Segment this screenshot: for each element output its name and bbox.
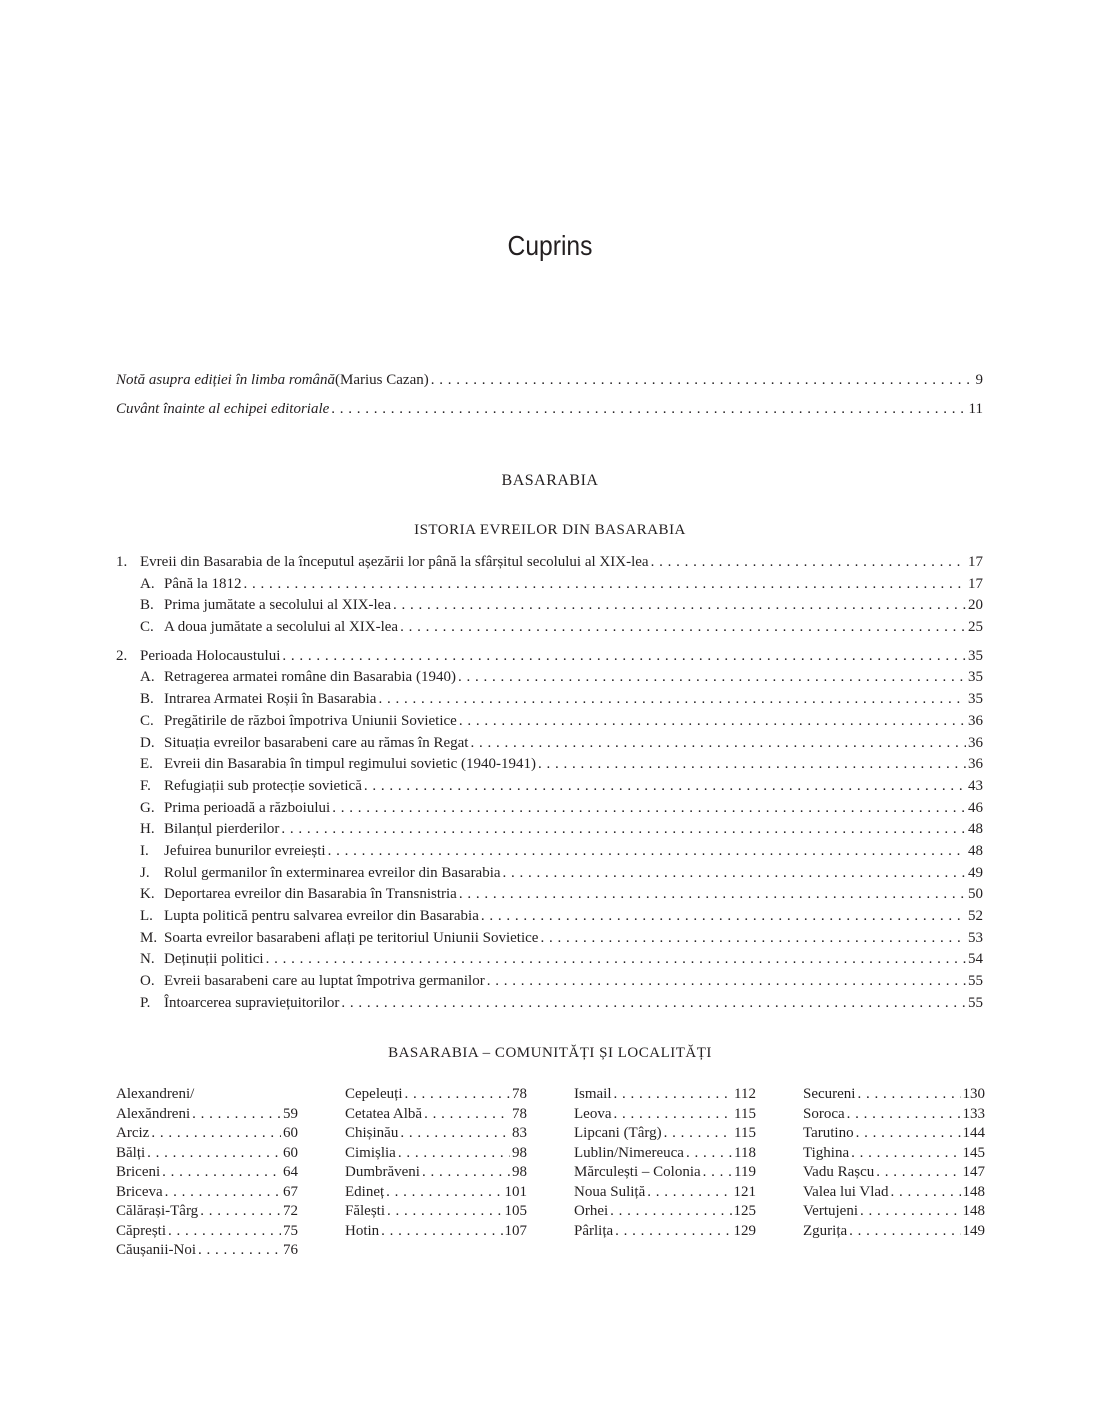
dot-leader xyxy=(610,1203,731,1220)
locality-entry[interactable] xyxy=(116,1125,298,1145)
dot-leader xyxy=(282,648,966,665)
page-title: Cuprins xyxy=(507,230,593,261)
dot-leader xyxy=(664,1125,732,1142)
page-number: 130 xyxy=(962,1086,985,1102)
locality-name: Alexandreni/ xyxy=(116,1086,195,1102)
subchapter-letter: F. xyxy=(140,777,151,794)
dot-leader xyxy=(431,372,974,389)
subchapter-entry[interactable] xyxy=(116,756,983,778)
page-number: 36 xyxy=(968,756,983,773)
page-number: 98 xyxy=(512,1164,527,1180)
locality-entry[interactable] xyxy=(574,1086,756,1106)
locality-name: Căprești xyxy=(116,1222,166,1239)
subchapter-entry[interactable] xyxy=(116,800,983,822)
page-number: 35 xyxy=(968,669,983,686)
page-number: 101 xyxy=(504,1183,527,1200)
chapter-entry[interactable] xyxy=(116,648,983,670)
locality-name: Dumbrăveni xyxy=(345,1164,420,1180)
subchapter-letter: K. xyxy=(140,886,155,903)
locality-name: Călărași-Târg xyxy=(116,1203,199,1219)
page-number: 145 xyxy=(962,1144,985,1161)
page-number: 78 xyxy=(512,1086,527,1102)
page-number: 148 xyxy=(962,1183,985,1200)
subchapter-entry[interactable] xyxy=(116,865,983,887)
dot-leader xyxy=(538,756,966,773)
page-number: 11 xyxy=(968,401,983,417)
subchapter-entry[interactable] xyxy=(116,713,983,735)
subchapter-letter: A. xyxy=(140,669,155,686)
dot-leader xyxy=(647,1184,731,1201)
locality-entry[interactable] xyxy=(803,1203,985,1223)
subchapter-letter: H. xyxy=(140,821,155,838)
page-number: 112 xyxy=(734,1086,756,1102)
subchapter-letter: P. xyxy=(140,994,151,1011)
subchapter-letter: C. xyxy=(140,619,154,636)
locality-name: Tighina xyxy=(803,1144,850,1161)
page-number: 149 xyxy=(962,1222,985,1239)
dot-leader xyxy=(200,1203,281,1220)
spacer xyxy=(116,641,983,648)
subchapter-title: Pregătirile de război împotriva Uniunii Sovietice xyxy=(164,712,457,729)
dot-leader xyxy=(686,1145,732,1162)
locality-name: Lipcani (Târg) xyxy=(574,1125,662,1141)
locality-entry[interactable] xyxy=(345,1223,527,1243)
dot-leader xyxy=(162,1164,281,1181)
subchapter-letter: D. xyxy=(140,734,155,751)
page-number: 48 xyxy=(968,821,983,838)
page-number: 55 xyxy=(968,973,983,990)
dot-leader xyxy=(851,1145,960,1162)
subchapter-title: Deținuții politici xyxy=(164,951,264,968)
subchapter-entry[interactable] xyxy=(116,597,983,619)
localities-index xyxy=(116,1086,985,1262)
locality-entry[interactable] xyxy=(574,1184,756,1204)
locality-entry[interactable] xyxy=(345,1164,527,1184)
subchapter-entry[interactable] xyxy=(116,843,983,865)
locality-entry[interactable] xyxy=(116,1086,298,1106)
page-number: 121 xyxy=(733,1183,756,1200)
page-number: 52 xyxy=(968,908,983,924)
subchapter-letter: A. xyxy=(140,575,155,592)
subchapter-letter: J. xyxy=(140,864,150,881)
subchapter-entry[interactable] xyxy=(116,691,983,713)
locality-entry[interactable] xyxy=(345,1203,527,1223)
page-number: 98 xyxy=(512,1144,527,1161)
locality-entry[interactable] xyxy=(345,1106,527,1126)
locality-entry[interactable] xyxy=(803,1086,985,1106)
locality-column xyxy=(803,1086,985,1262)
page-number: 55 xyxy=(968,994,983,1011)
subchapter-entry[interactable] xyxy=(116,778,983,800)
locality-name: Briceva xyxy=(116,1183,163,1200)
chapter-title: Perioada Holocaustului xyxy=(140,647,281,664)
dot-leader xyxy=(243,576,966,593)
locality-name: Noua Suliță xyxy=(574,1183,646,1200)
locality-name: Briceni xyxy=(116,1164,161,1180)
subchapter-title: Jefuirea bunurilor evreiești xyxy=(164,842,326,859)
page-number: 17 xyxy=(968,554,983,570)
subchapter-title: Întoarcerea supraviețuitorilor xyxy=(164,994,340,1011)
subchapter-title: Până la 1812 xyxy=(164,575,242,592)
subchapter-title: Evreii din Basarabia în timpul regimului sovietic (1940-1941) xyxy=(164,756,537,773)
subchapter-title: Bilanțul pierderilor xyxy=(164,821,280,838)
page-number: 20 xyxy=(968,597,983,614)
locality-entry[interactable] xyxy=(803,1164,985,1184)
locality-name: Cetatea Albă xyxy=(345,1105,423,1122)
subchapter-letter: O. xyxy=(140,973,155,990)
dot-leader xyxy=(198,1242,281,1259)
page-number: 36 xyxy=(968,734,983,751)
dot-leader xyxy=(703,1164,732,1181)
dot-leader xyxy=(386,1184,502,1201)
subchapter-letter: N. xyxy=(140,951,155,968)
dot-leader xyxy=(424,1106,510,1123)
page-number: 59 xyxy=(283,1105,298,1122)
page-number: 129 xyxy=(733,1222,756,1239)
dot-leader xyxy=(398,1145,510,1162)
chapter-title: Evreii din Basarabia de la începutul așezării lor până la sfârșitul secolului al XIX-lea xyxy=(140,554,649,570)
dot-leader xyxy=(857,1086,960,1103)
subchapter-title: Refugiații sub protecție sovietică xyxy=(164,777,362,794)
locality-entry[interactable] xyxy=(574,1106,756,1126)
dot-leader xyxy=(470,735,966,752)
locality-entry[interactable] xyxy=(116,1203,298,1223)
page-number: 60 xyxy=(283,1125,298,1141)
dot-leader xyxy=(856,1125,961,1142)
locality-entry[interactable] xyxy=(345,1086,527,1106)
locality-entry[interactable] xyxy=(574,1164,756,1184)
locality-name: Pârlița xyxy=(574,1222,614,1239)
dot-leader xyxy=(328,843,966,860)
localities-title: BASARABIA – COMUNITĂȚI ȘI LOCALITĂȚI xyxy=(388,1045,712,1061)
page-number: 119 xyxy=(734,1164,756,1180)
page-number: 48 xyxy=(968,842,983,859)
locality-name: Vadu Rașcu xyxy=(803,1164,875,1180)
locality-entry[interactable] xyxy=(803,1106,985,1126)
subchapter-title: Retragerea armatei române din Basarabia (1940) xyxy=(164,669,456,686)
dot-leader xyxy=(481,908,966,925)
subchapter-title: Rolul germanilor în exterminarea evreilor din Basarabia xyxy=(164,864,501,881)
locality-name: Căușanii-Noi xyxy=(116,1242,196,1258)
page-number: 148 xyxy=(962,1203,985,1219)
locality-entry[interactable] xyxy=(803,1223,985,1243)
locality-name: Valea lui Vlad xyxy=(803,1183,889,1200)
subchapter-title: Lupta politică pentru salvarea evreilor din Basarabia xyxy=(164,908,479,924)
dot-leader xyxy=(387,1203,503,1220)
subchapter-title: Soarta evreilor basarabeni aflați pe teritoriul Uniunii Sovietice xyxy=(164,929,539,946)
dot-leader xyxy=(147,1145,281,1162)
subchapter-letter: B. xyxy=(140,691,154,708)
section-title: ISTORIA EVREILOR DIN BASARABIA xyxy=(414,522,686,538)
dot-leader xyxy=(422,1164,510,1181)
page-number: 75 xyxy=(283,1222,298,1239)
locality-name: Leova xyxy=(574,1105,612,1122)
dot-leader xyxy=(891,1184,961,1201)
locality-name: Orhei xyxy=(574,1203,609,1219)
page-number: 83 xyxy=(512,1125,527,1141)
locality-name: Arciz xyxy=(116,1125,150,1141)
subchapter-entry[interactable] xyxy=(116,886,983,908)
subchapter-entry[interactable] xyxy=(116,619,983,641)
page-number: 78 xyxy=(512,1105,527,1122)
subchapter-entry[interactable] xyxy=(116,930,983,952)
dot-leader xyxy=(332,800,966,817)
page-number: 36 xyxy=(968,712,983,729)
dot-leader xyxy=(651,554,966,571)
page-number: 49 xyxy=(968,864,983,881)
subchapter-entry[interactable] xyxy=(116,973,983,995)
locality-entry[interactable] xyxy=(345,1184,527,1204)
locality-name: Fălești xyxy=(345,1203,385,1219)
locality-name: Zgurița xyxy=(803,1222,848,1239)
subchapter-letter: G. xyxy=(140,799,155,816)
dot-leader xyxy=(364,778,966,795)
subchapter-title: Deportarea evreilor din Basarabia în Transnistria xyxy=(164,886,457,903)
locality-name: Ismail xyxy=(574,1086,612,1102)
page-number: 17 xyxy=(968,575,983,592)
page-number: 107 xyxy=(504,1222,527,1239)
dot-leader xyxy=(613,1106,732,1123)
locality-name: Cimișlia xyxy=(345,1144,396,1161)
locality-entry[interactable] xyxy=(803,1125,985,1145)
subchapter-title: A doua jumătate a secolului al XIX-lea xyxy=(164,619,399,636)
dot-leader xyxy=(151,1125,281,1142)
dot-leader xyxy=(381,1223,502,1240)
dot-leader xyxy=(192,1106,281,1123)
locality-entry[interactable] xyxy=(345,1145,527,1165)
dot-leader xyxy=(331,401,966,418)
locality-entry[interactable] xyxy=(574,1125,756,1145)
subchapter-title: Intrarea Armatei Roșii în Basarabia xyxy=(164,691,377,708)
dot-leader xyxy=(487,973,966,990)
dot-leader xyxy=(341,995,966,1012)
toc-entry[interactable] xyxy=(116,401,983,423)
dot-leader xyxy=(404,1086,510,1103)
page-number: 9 xyxy=(975,372,983,388)
subchapter-letter: E. xyxy=(140,756,153,773)
dot-leader xyxy=(165,1184,281,1201)
locality-entry[interactable] xyxy=(803,1184,985,1204)
subchapter-title: Prima jumătate a secolului al XIX-lea xyxy=(164,597,391,614)
locality-column xyxy=(116,1086,298,1262)
chapter-entry[interactable] xyxy=(116,554,983,576)
dot-leader xyxy=(540,930,966,947)
locality-column xyxy=(345,1086,527,1262)
locality-name: Chișinău xyxy=(345,1125,399,1141)
page-number: 144 xyxy=(962,1125,985,1141)
locality-entry[interactable] xyxy=(116,1164,298,1184)
subchapter-letter: L. xyxy=(140,908,153,924)
dot-leader xyxy=(266,951,966,968)
locality-name: Lublin/Nimereuca xyxy=(574,1144,684,1161)
dot-leader xyxy=(400,619,966,636)
locality-name: Hotin xyxy=(345,1222,380,1239)
front-matter xyxy=(116,372,983,423)
subchapter-title: Prima perioadă a războiului xyxy=(164,799,331,816)
locality-column xyxy=(574,1086,756,1262)
page-number: 35 xyxy=(968,647,983,664)
locality-entry[interactable] xyxy=(116,1145,298,1165)
dot-leader xyxy=(459,713,966,730)
locality-entry[interactable] xyxy=(574,1145,756,1165)
page-number: 60 xyxy=(283,1144,298,1161)
page-number: 64 xyxy=(283,1164,298,1180)
chapter-number: 2. xyxy=(116,647,128,664)
locality-name: Mărculești – Colonia xyxy=(574,1164,701,1180)
subchapter-entry[interactable] xyxy=(116,951,983,973)
subchapter-letter: I. xyxy=(140,842,149,859)
page-number: 46 xyxy=(968,799,983,816)
page-number: 105 xyxy=(504,1203,527,1219)
chapter-list xyxy=(116,554,983,1016)
dot-leader xyxy=(876,1164,960,1181)
dot-leader xyxy=(393,597,966,614)
page-number: 25 xyxy=(968,619,983,636)
subchapter-entry[interactable] xyxy=(116,576,983,598)
subchapter-entry[interactable] xyxy=(116,821,983,843)
dot-leader xyxy=(503,865,966,882)
locality-name: Secureni xyxy=(803,1086,856,1102)
page-number: 115 xyxy=(734,1125,756,1141)
dot-leader xyxy=(614,1086,733,1103)
locality-entry[interactable] xyxy=(116,1106,298,1126)
locality-name: Edineț xyxy=(345,1183,385,1200)
dot-leader xyxy=(281,821,966,838)
page-number: 53 xyxy=(968,929,983,946)
locality-entry[interactable] xyxy=(116,1223,298,1243)
subchapter-entry[interactable] xyxy=(116,669,983,691)
page-number: 43 xyxy=(968,777,983,794)
dot-leader xyxy=(860,1203,961,1220)
subchapter-title: Situația evreilor basarabeni care au rămas în Regat xyxy=(164,734,469,751)
chapter-number: 1. xyxy=(116,554,128,570)
page-number: 147 xyxy=(962,1164,985,1180)
locality-entry[interactable] xyxy=(345,1125,527,1145)
subchapter-title: Evreii basarabeni care au luptat împotriva germanilor xyxy=(164,973,485,990)
page-number: 50 xyxy=(968,886,983,903)
locality-name: Cepeleuți xyxy=(345,1086,403,1102)
page-number: 118 xyxy=(734,1144,756,1161)
page-number: 67 xyxy=(283,1183,298,1200)
page-number: 133 xyxy=(962,1105,985,1122)
subchapter-letter: C. xyxy=(140,712,154,729)
locality-entry[interactable] xyxy=(574,1203,756,1223)
locality-name: Soroca xyxy=(803,1105,845,1122)
entry-title: Cuvânt înainte al echipei editoriale xyxy=(116,401,330,417)
entry-author: (Marius Cazan) xyxy=(335,372,429,388)
locality-entry[interactable] xyxy=(574,1223,756,1243)
page-number: 72 xyxy=(283,1203,298,1219)
page-number: 54 xyxy=(968,951,983,968)
locality-name: Tarutino xyxy=(803,1125,854,1141)
dot-leader xyxy=(378,691,966,708)
page-number: 76 xyxy=(283,1242,298,1258)
dot-leader xyxy=(400,1125,510,1142)
subchapter-letter: B. xyxy=(140,597,154,614)
dot-leader xyxy=(849,1223,960,1240)
dot-leader xyxy=(615,1223,731,1240)
page-number: 125 xyxy=(733,1203,756,1219)
dot-leader xyxy=(847,1106,961,1123)
locality-entry[interactable] xyxy=(116,1184,298,1204)
subchapter-entry[interactable] xyxy=(116,908,983,930)
toc-entry[interactable] xyxy=(116,372,983,401)
subchapter-letter: M. xyxy=(140,929,158,946)
locality-entry[interactable] xyxy=(803,1145,985,1165)
dot-leader xyxy=(458,669,966,686)
locality-name: Vertujeni xyxy=(803,1203,858,1219)
page-number: 115 xyxy=(734,1105,756,1122)
entry-title: Notă asupra ediției în limba română xyxy=(116,372,336,388)
locality-name: Alexăndreni xyxy=(116,1105,191,1122)
part-title: BASARABIA xyxy=(501,472,599,489)
page-number: 35 xyxy=(968,691,983,708)
dot-leader xyxy=(459,886,966,903)
subchapter-entry[interactable] xyxy=(116,995,983,1017)
locality-entry[interactable] xyxy=(116,1242,298,1262)
subchapter-entry[interactable] xyxy=(116,735,983,757)
locality-name: Bălți xyxy=(116,1144,146,1161)
dot-leader xyxy=(168,1223,281,1240)
